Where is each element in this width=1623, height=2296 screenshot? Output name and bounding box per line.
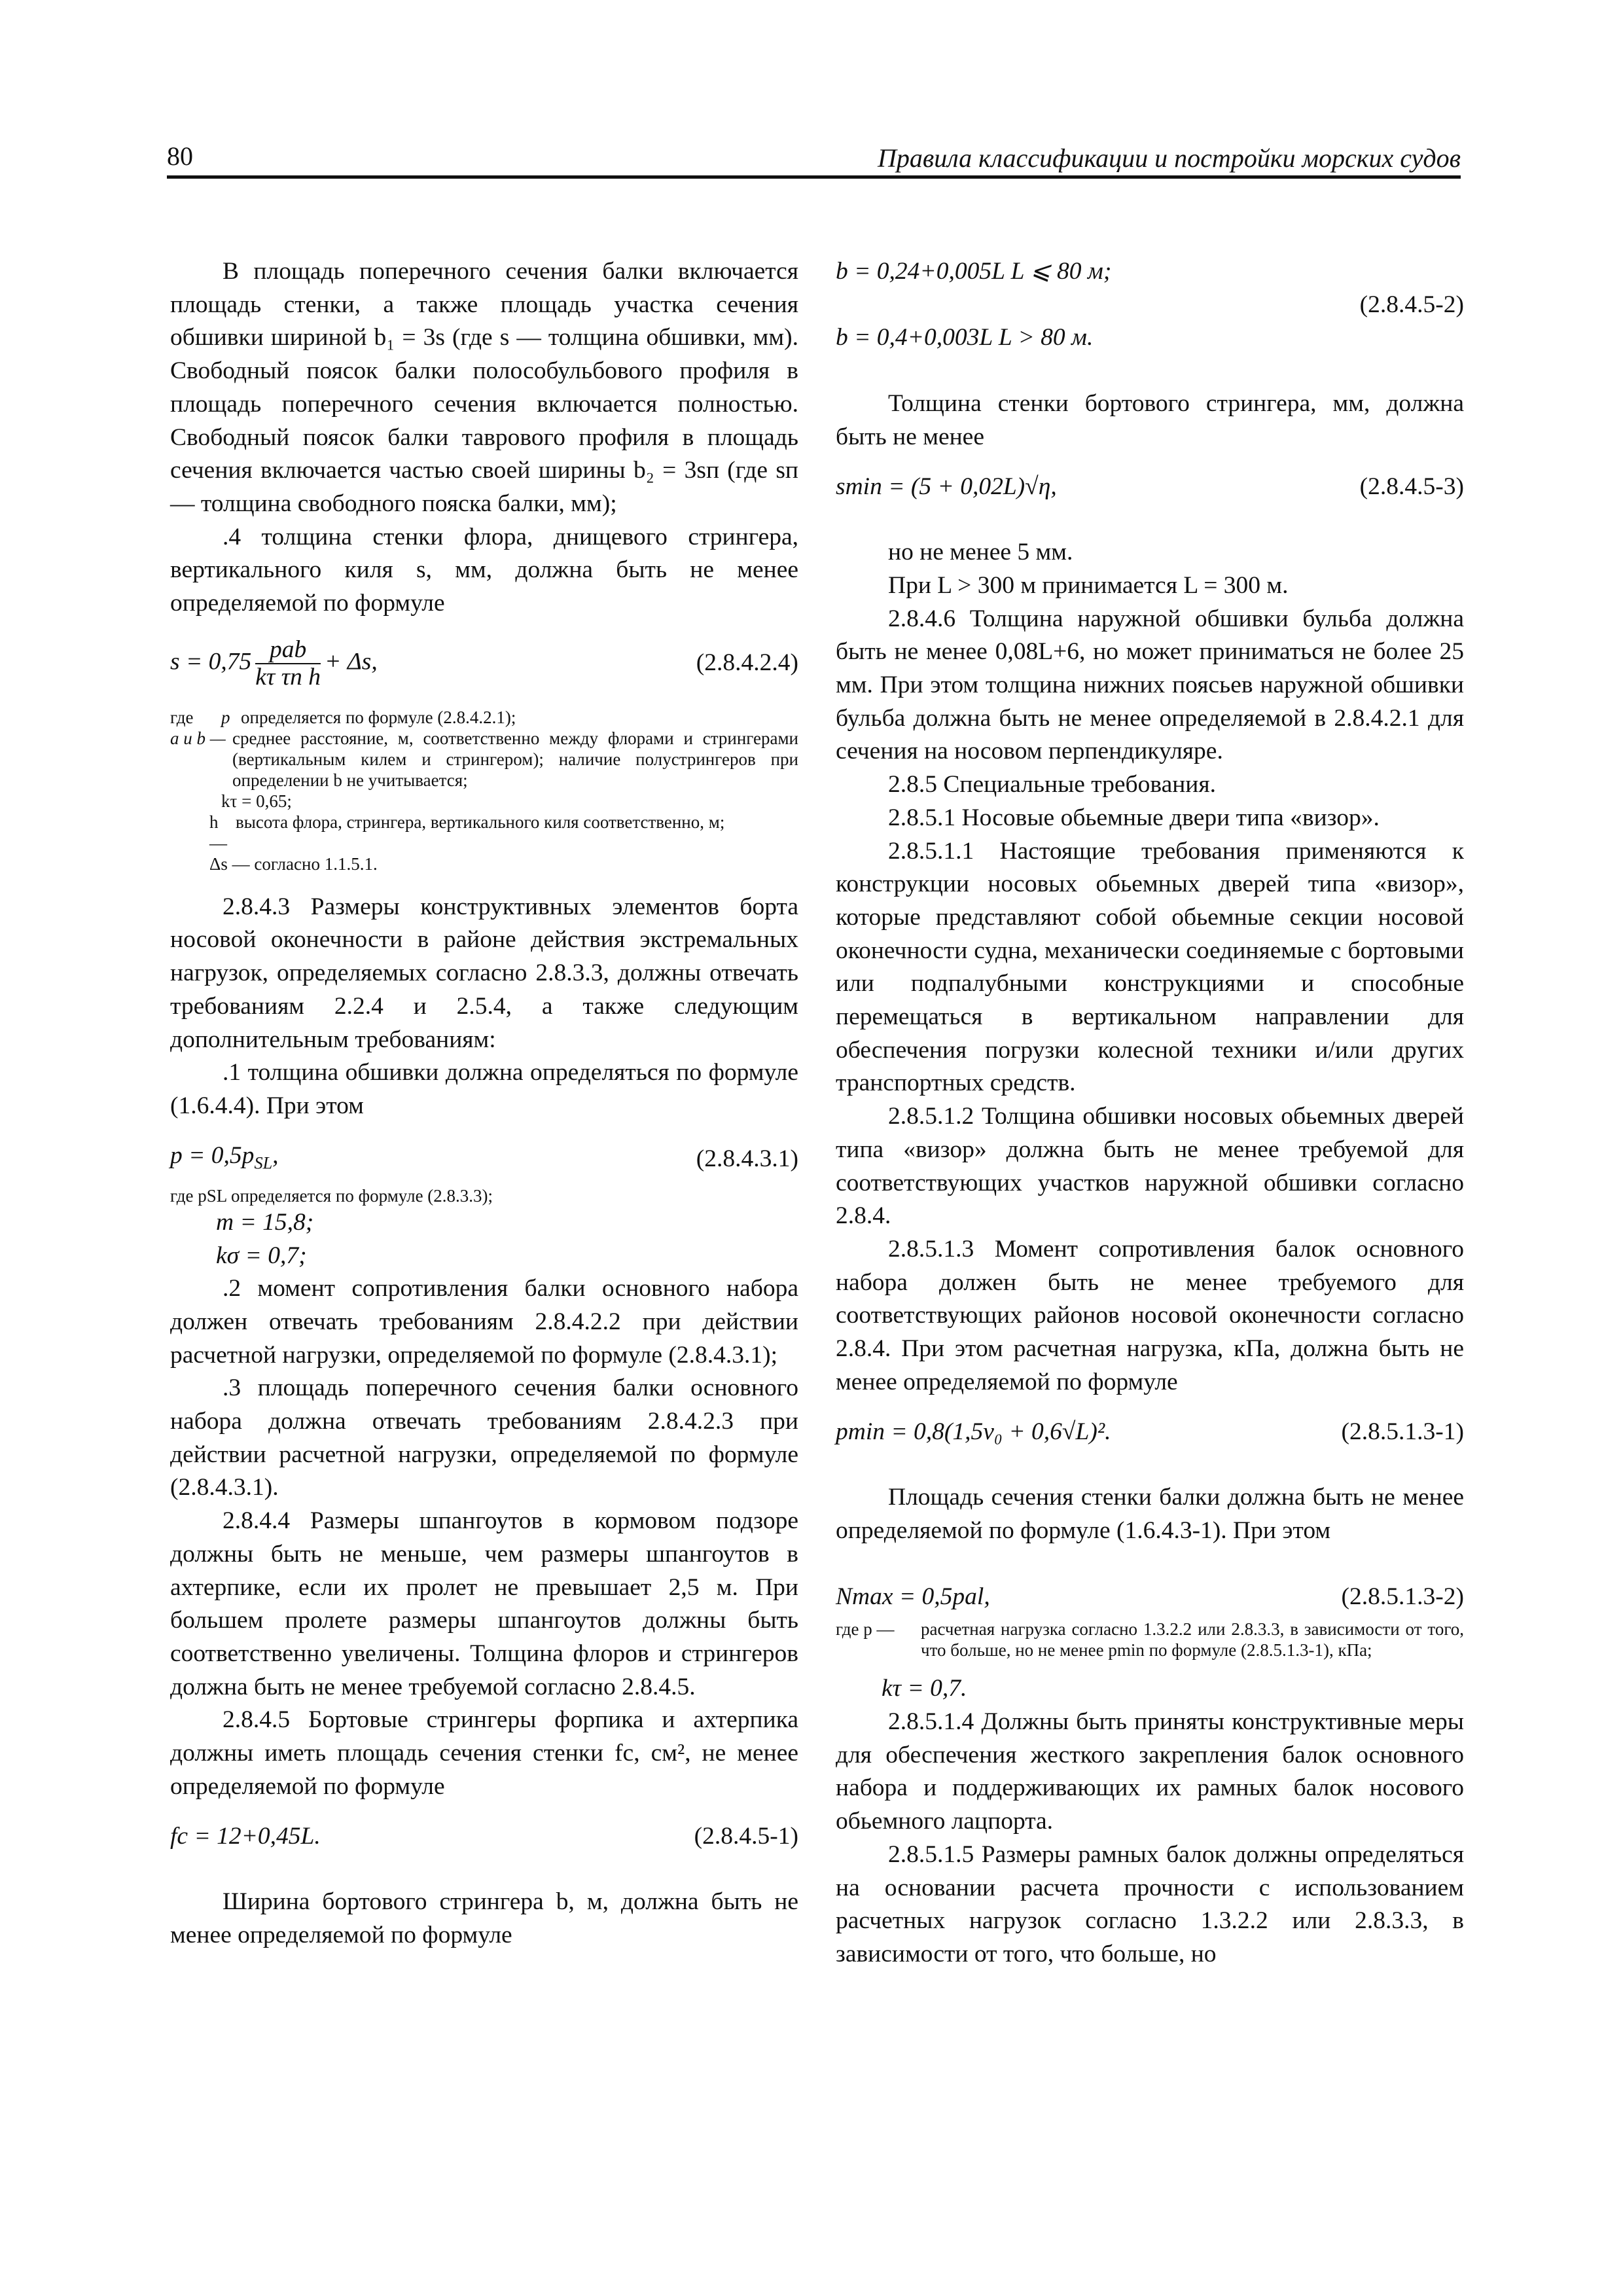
- page-number: 80: [167, 141, 193, 171]
- formula-2.8.5.1.3-2: [836, 1581, 1464, 1614]
- paragraph: .3 площадь поперечного сечения балки основного набора должна отвечать требованиям 2.8.4.2.3 при действии расчетной нагрузки, определяемой по формуле (2.8.4.3.1).: [170, 1374, 798, 1501]
- paragraph: 2.8.4.4 Размеры шпангоутов в кормовом подзоре должны быть не меньше, чем размеры шпангоутов в ахтерпике, если их пролет не превышает 2,5 м. При большем пролете размеры шпангоутов должны быть соответственно увеличены. Толщина флоров и стрингеров должна быть не менее требуемой согласно 2.8.4.5.: [170, 1507, 798, 1700]
- legend-line: kτ = 0,65;: [221, 791, 292, 811]
- formula-subscript: SL: [254, 1153, 273, 1173]
- legend-where: где: [170, 707, 194, 727]
- paragraph: Ширина бортового стрингера b, м, должна быть не менее определяемой по формуле: [170, 1888, 798, 1948]
- paragraph: .1 толщина обшивки должна определяться по формуле (1.6.4.4). При этом: [170, 1059, 798, 1119]
- paragraph: 2.8.5.1.4 Должны быть приняты конструктивные меры для обеспечения жесткого закрепления балок основного набора и поддерживающих их рамных балок носового обьемного лацпорта.: [836, 1708, 1464, 1835]
- paragraph: но не менее 5 мм.: [888, 539, 1073, 566]
- formula-2.8.5.1.3-1: [836, 1416, 1464, 1449]
- paragraph: 2.8.5.1 Носовые обьемные двери типа «визор».: [888, 804, 1380, 831]
- right-column: [836, 255, 1464, 1971]
- formula-2.8.4.5-1: [170, 1820, 798, 1854]
- formula-lhs: s = 0,75: [170, 648, 252, 675]
- value-line: m = 15,8;: [216, 1208, 314, 1236]
- paragraph: При L > 300 м принимается L = 300 м.: [888, 571, 1289, 599]
- formula-number: (2.8.4.5-3): [1359, 473, 1464, 500]
- section-heading: 2.8.5 Специальные требования.: [888, 771, 1216, 798]
- legend-symbol: p: [221, 707, 230, 727]
- legend-symbol: a и b —: [170, 728, 226, 748]
- paragraph: .2 момент сопротивления балки основного набора должен отвечать требованиям 2.8.4.2.2 при действии расчетной нагрузки, определяемой по формуле (2.8.4.3.1);: [170, 1275, 798, 1369]
- formula-lhs: Nmax = 0,5pal,: [836, 1583, 990, 1610]
- paragraph: Площадь сечения стенки балки должна быть не менее определяемой по формуле (1.6.4.3-1). При этом: [836, 1484, 1464, 1544]
- formula-2.8.4.2.4: [170, 637, 798, 691]
- paragraph: 2.8.5.1.5 Размеры рамных балок должны определяться на основании расчета прочности с использованием расчетных нагрузок согласно 1.3.2.2 или 2.8.3.3, в зависимости от того, что больше, но: [836, 1840, 1464, 1967]
- formula-2.8.4.5-3: [836, 471, 1464, 504]
- paragraph: 2.8.5.1.2 Толщина обшивки носовых обьемных дверей типа «визор» должна быть не менее требуемой для соответствующих участков наружной обшивки согласно 2.8.4.: [836, 1103, 1464, 1230]
- formula-number: (2.8.4.5-2): [1359, 291, 1464, 318]
- formula-tail: + Δs,: [325, 648, 378, 675]
- header-rule: [167, 175, 1461, 179]
- legend-symbol: h —: [209, 812, 227, 853]
- legend-text: высота флора, стрингера, вертикального киля соответственно, м;: [236, 812, 725, 832]
- legend-text: среднее расстояние, м, соответственно между флорами и стрингерами (вертикальным килем и стрингером); наличие полустрингеров при определении b не учитывается;: [232, 728, 798, 790]
- formula-legend: [836, 1619, 1464, 1660]
- fraction-numerator: pab: [255, 637, 321, 664]
- running-header-title: Правила классификации и постройки морских судов: [877, 143, 1461, 173]
- formula-2.8.4.5-2a: b = 0,24+0,005L L ⩽ 80 м;: [836, 258, 1112, 285]
- legend-symbol: где p —: [836, 1619, 895, 1640]
- formula-2.8.4.5-2b: b = 0,4+0,003L L > 80 м.: [836, 324, 1094, 351]
- paragraph: 2.8.4.3 Размеры конструктивных элементов борта носовой оконечности в районе действия экстремальных нагрузок, определяемых согласно 2.8.3.3, должны отвечать требованиям 2.2.4 и 2.5.4, а также следующим дополнительным требованиям:: [170, 893, 798, 1053]
- left-column: [170, 255, 798, 1952]
- formula-lhs: p = 0,5p: [170, 1141, 255, 1169]
- formula-lhs: pmin = 0,8(1,5v₀ + 0,6√L)².: [836, 1418, 1111, 1445]
- legend-line: Δs — согласно 1.1.5.1.: [209, 853, 378, 874]
- formula-lhs: fс = 12+0,45L.: [170, 1822, 321, 1850]
- legend-text: расчетная нагрузка согласно 1.3.2.2 или 2.8.3.3, в зависимости от того, что больше, но не менее pmin по формуле (2.8.5.1.3-1), кПа;: [921, 1619, 1464, 1660]
- paragraph: 2.8.4.5 Бортовые стрингеры форпика и ахтерпика должны иметь площадь сечения стенки fс, см², не менее определяемой по формуле: [170, 1706, 798, 1800]
- formula-lhs: smin = (5 + 0,02L)√η,: [836, 473, 1057, 500]
- paragraph: В площадь поперечного сечения балки включается площадь стенки, а также площадь участка сечения обшивки шириной b₁ = 3s (где s — толщина обшивки, мм). Свободный поясок балки полособульбового профиля в площадь поперечного сечения включается полностью. Свободный поясок балки таврового профиля в площадь сечения включается частью своей ширины b₂ = 3sп (где sп — толщина свободного пояска балки, мм);: [170, 258, 798, 517]
- paragraph: .4 толщина стенки флора, днищевого стрингера, вертикального киля s, мм, должна быть не менее определяемой по формуле: [170, 523, 798, 617]
- formula-2.8.4.3.1: [170, 1139, 798, 1180]
- legend-line: где pSL определяется по формуле (2.8.3.3);: [170, 1185, 493, 1206]
- paragraph: 2.8.4.6 Толщина наружной обшивки бульба должна быть не менее 0,08L+6, но может приниматься не более 25 мм. При этом толщина нижних поясьев наружной обшивки бульба должна быть не менее определяемой в 2.8.4.2.1 для сечения на носовом перпендикуляре.: [836, 605, 1464, 765]
- formula-legend: [170, 707, 798, 874]
- formula-fraction: [255, 637, 321, 691]
- paragraph: 2.8.5.1.3 Момент сопротивления балок основного набора должен быть не менее требуемого для соответствующих районов носовой оконечности согласно 2.8.4. При этом расчетная нагрузка, кПа, должна быть не менее определяемой по формуле: [836, 1235, 1464, 1395]
- formula-number: (2.8.4.2.4): [696, 649, 798, 677]
- formula-tail: ,: [272, 1141, 279, 1169]
- paragraph: 2.8.5.1.1 Настоящие требования применяются к конструкции носовых обьемных дверей типа «визор», которые представляют собой обьемные секции носовой оконечности судна, механически соединяемые с бортовыми или подпалубными конструкциями и способные перемещаться в вертикальном направлении для обеспечения погрузки колесной техники и/или других транспортных средств.: [836, 837, 1464, 1097]
- formula-number: (2.8.4.5-1): [694, 1822, 798, 1850]
- formula-number: (2.8.5.1.3-1): [1341, 1418, 1464, 1445]
- value-line: kσ = 0,7;: [216, 1242, 307, 1269]
- fraction-denominator: kτ τп h: [255, 663, 321, 691]
- value-line: kτ = 0,7.: [882, 1675, 967, 1702]
- legend-text: определяется по формуле (2.8.4.2.1);: [241, 707, 516, 727]
- formula-number: (2.8.4.3.1): [696, 1145, 798, 1173]
- paragraph: Толщина стенки бортового стрингера, мм, должна быть не менее: [836, 390, 1464, 450]
- formula-number: (2.8.5.1.3-2): [1341, 1583, 1464, 1610]
